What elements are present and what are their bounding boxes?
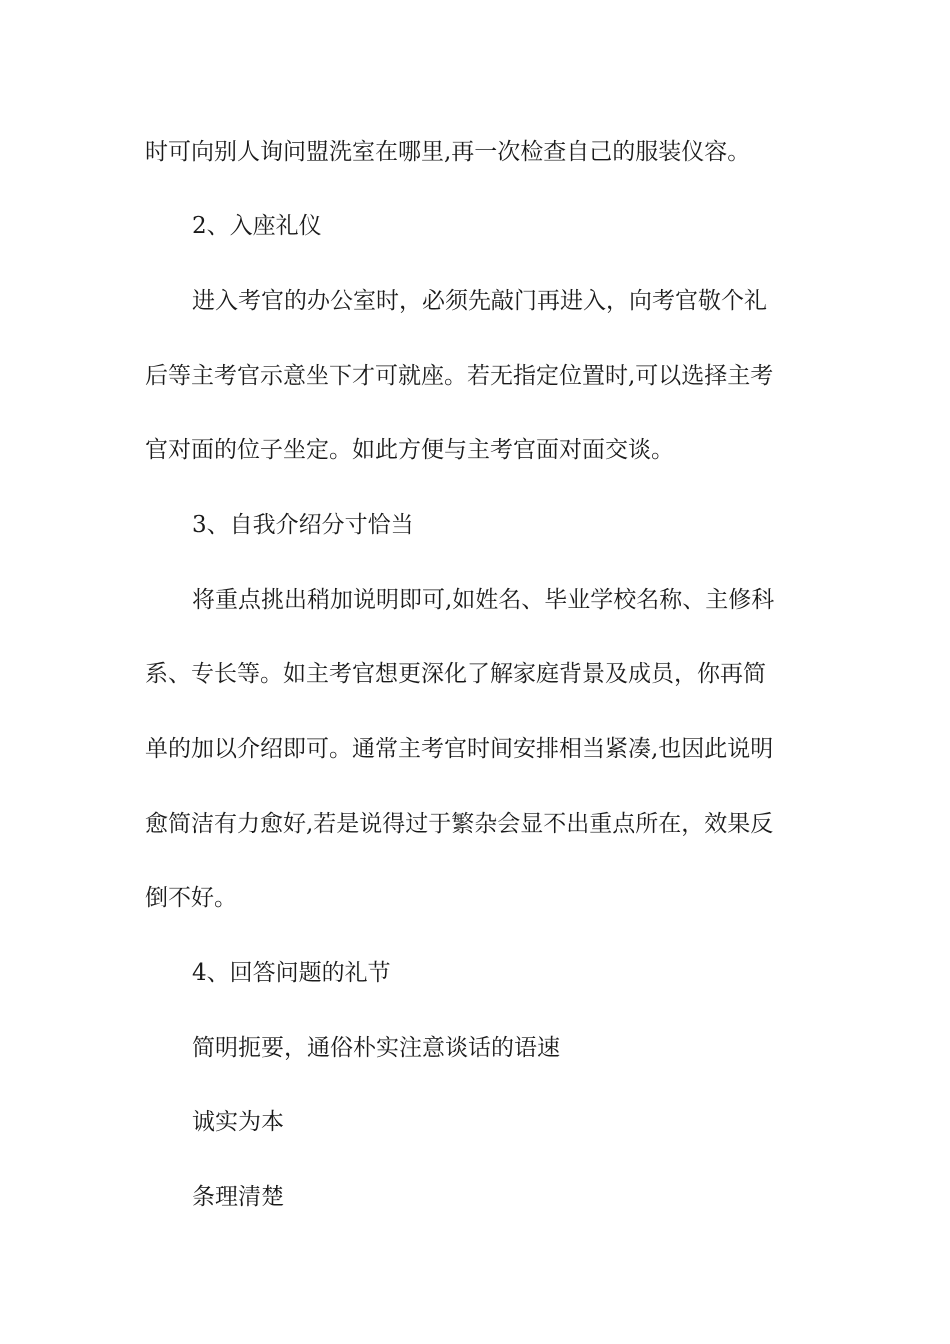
paragraph-line: 愈简洁有力愈好,若是说得过于繁杂会显不出重点所在，效果反 (145, 811, 774, 837)
paragraph-line: 条理清楚 (192, 1184, 284, 1210)
paragraph-line: 单的加以介绍即可。通常主考官时间安排相当紧凑,也因此说明 (145, 736, 774, 762)
paragraph-line: 诚实为本 (192, 1109, 284, 1135)
paragraph-line: 系、专长等。如主考官想更深化了解家庭背景及成员，你再简 (145, 661, 766, 687)
paragraph-line: 官对面的位子坐定。如此方便与主考官面对面交谈。 (145, 437, 674, 463)
section-heading-self-introduction: 3、自我介绍分寸恰当 (192, 512, 414, 538)
paragraph-line: 倒不好。 (145, 885, 237, 911)
paragraph-line: 简明扼要，通俗朴实注意谈话的语速 (192, 1035, 560, 1061)
section-heading-answering-etiquette: 4、回答问题的礼节 (192, 960, 391, 986)
paragraph-line: 将重点挑出稍加说明即可,如姓名、毕业学校名称、主修科 (192, 587, 775, 613)
paragraph-line: 进入考官的办公室时，必须先敲门再进入，向考官敬个礼 (192, 288, 767, 314)
paragraph-line: 时可向别人询问盟洗室在哪里,再一次检查自己的服装仪容。 (145, 139, 751, 165)
section-heading-seating-etiquette: 2、入座礼仪 (192, 213, 322, 239)
paragraph-line: 后等主考官示意坐下才可就座。若无指定位置时,可以选择主考 (145, 363, 774, 389)
